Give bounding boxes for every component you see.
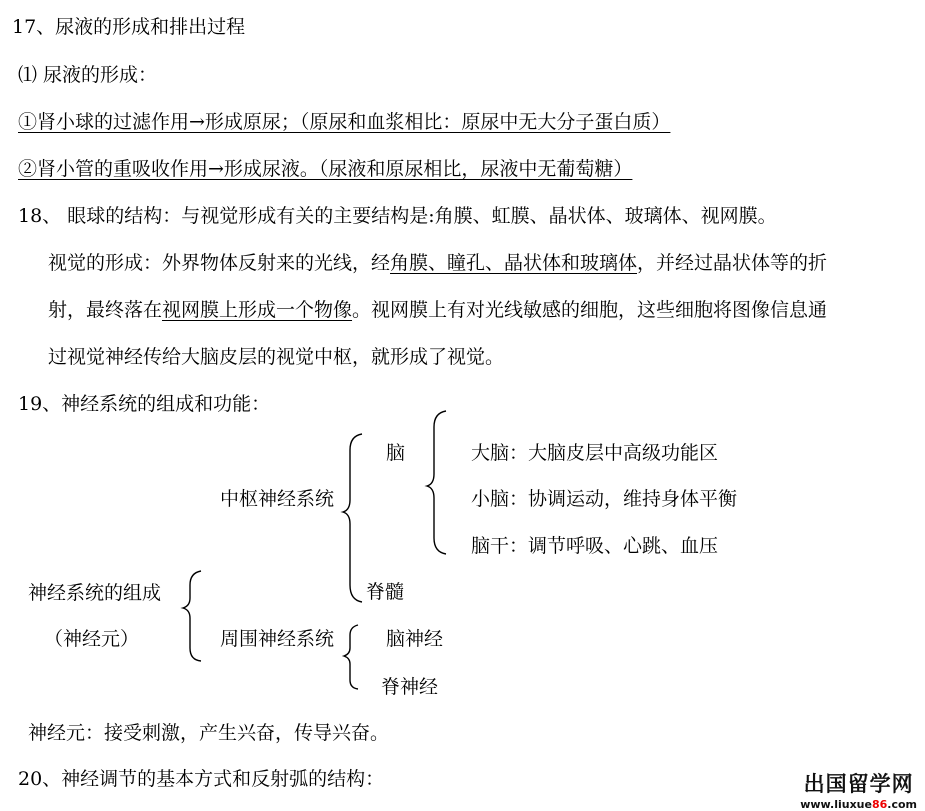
brace-peripheral bbox=[344, 625, 358, 689]
node-spinal-cord: 脊髓 bbox=[366, 581, 405, 603]
sec17-subtitle: ⑴ 尿液的形成： bbox=[18, 64, 158, 86]
sec18-p1-underlined: 角膜、瞳孔、晶状体和玻璃体 bbox=[390, 252, 638, 274]
watermark-url bbox=[800, 798, 917, 811]
sec19-title: 19、神经系统的组成和功能： bbox=[18, 393, 271, 415]
watermark-url-b: 86 bbox=[871, 798, 888, 811]
sec17-item1: ①肾小球的过滤作用→形成原尿；（原尿和血浆相比：原尿中无大分子蛋白质） bbox=[18, 111, 671, 133]
node-root-title: 神经系统的组成 bbox=[28, 582, 162, 604]
sec17-item2: ②肾小管的重吸收作用→形成尿液。（尿液和原尿相比，尿液中无葡萄糖） bbox=[18, 158, 633, 180]
node-cerebrum: 大脑：大脑皮层中高级功能区 bbox=[471, 442, 719, 464]
brace-root bbox=[183, 571, 201, 661]
watermark-url-a: www.liuxue bbox=[800, 798, 872, 811]
brace-central bbox=[343, 434, 362, 602]
watermark-logo bbox=[800, 768, 917, 811]
brace-brain bbox=[427, 411, 446, 554]
node-cerebellum: 小脑：协调运动，维持身体平衡 bbox=[471, 488, 738, 510]
sec20-title: 20、神经调节的基本方式和反射弧的结构： bbox=[18, 768, 385, 790]
sec18-p1-b: ，并经过晶状体等的折 bbox=[637, 252, 828, 274]
node-cranial-nerves: 脑神经 bbox=[386, 628, 444, 650]
sec18-p1-a: 视觉的形成：外界物体反射来的光线，经 bbox=[48, 252, 391, 274]
node-brain: 脑 bbox=[386, 442, 406, 464]
sec18-para-line3: 过视觉神经传给大脑皮层的视觉中枢，就形成了视觉。 bbox=[48, 346, 505, 368]
sec18-title: 18、 眼球的结构：与视觉形成有关的主要结构是:角膜、虹膜、晶状体、玻璃体、视网膜。 bbox=[18, 205, 777, 227]
node-central-nervous-system: 中枢神经系统 bbox=[220, 488, 335, 510]
node-brainstem: 脑干：调节呼吸、心跳、血压 bbox=[471, 535, 719, 557]
sec17-title: 17、尿液的形成和排出过程 bbox=[12, 16, 246, 38]
watermark-url-c: .com bbox=[887, 798, 917, 811]
sec18-p2-underlined: 视网膜上形成一个物像 bbox=[162, 299, 353, 321]
sec18-p2-a: 射，最终落在 bbox=[48, 299, 163, 321]
node-peripheral-nervous-system: 周围神经系统 bbox=[220, 628, 335, 650]
node-root-subtitle: （神经元） bbox=[44, 628, 140, 650]
watermark-name: 出国留学网 bbox=[803, 772, 914, 796]
neuron-definition: 神经元：接受刺激，产生兴奋，传导兴奋。 bbox=[28, 722, 390, 744]
node-spinal-nerves: 脊神经 bbox=[381, 676, 439, 698]
sec18-p2-b: 。视网膜上有对光线敏感的细胞，这些细胞将图像信息通 bbox=[352, 299, 828, 321]
